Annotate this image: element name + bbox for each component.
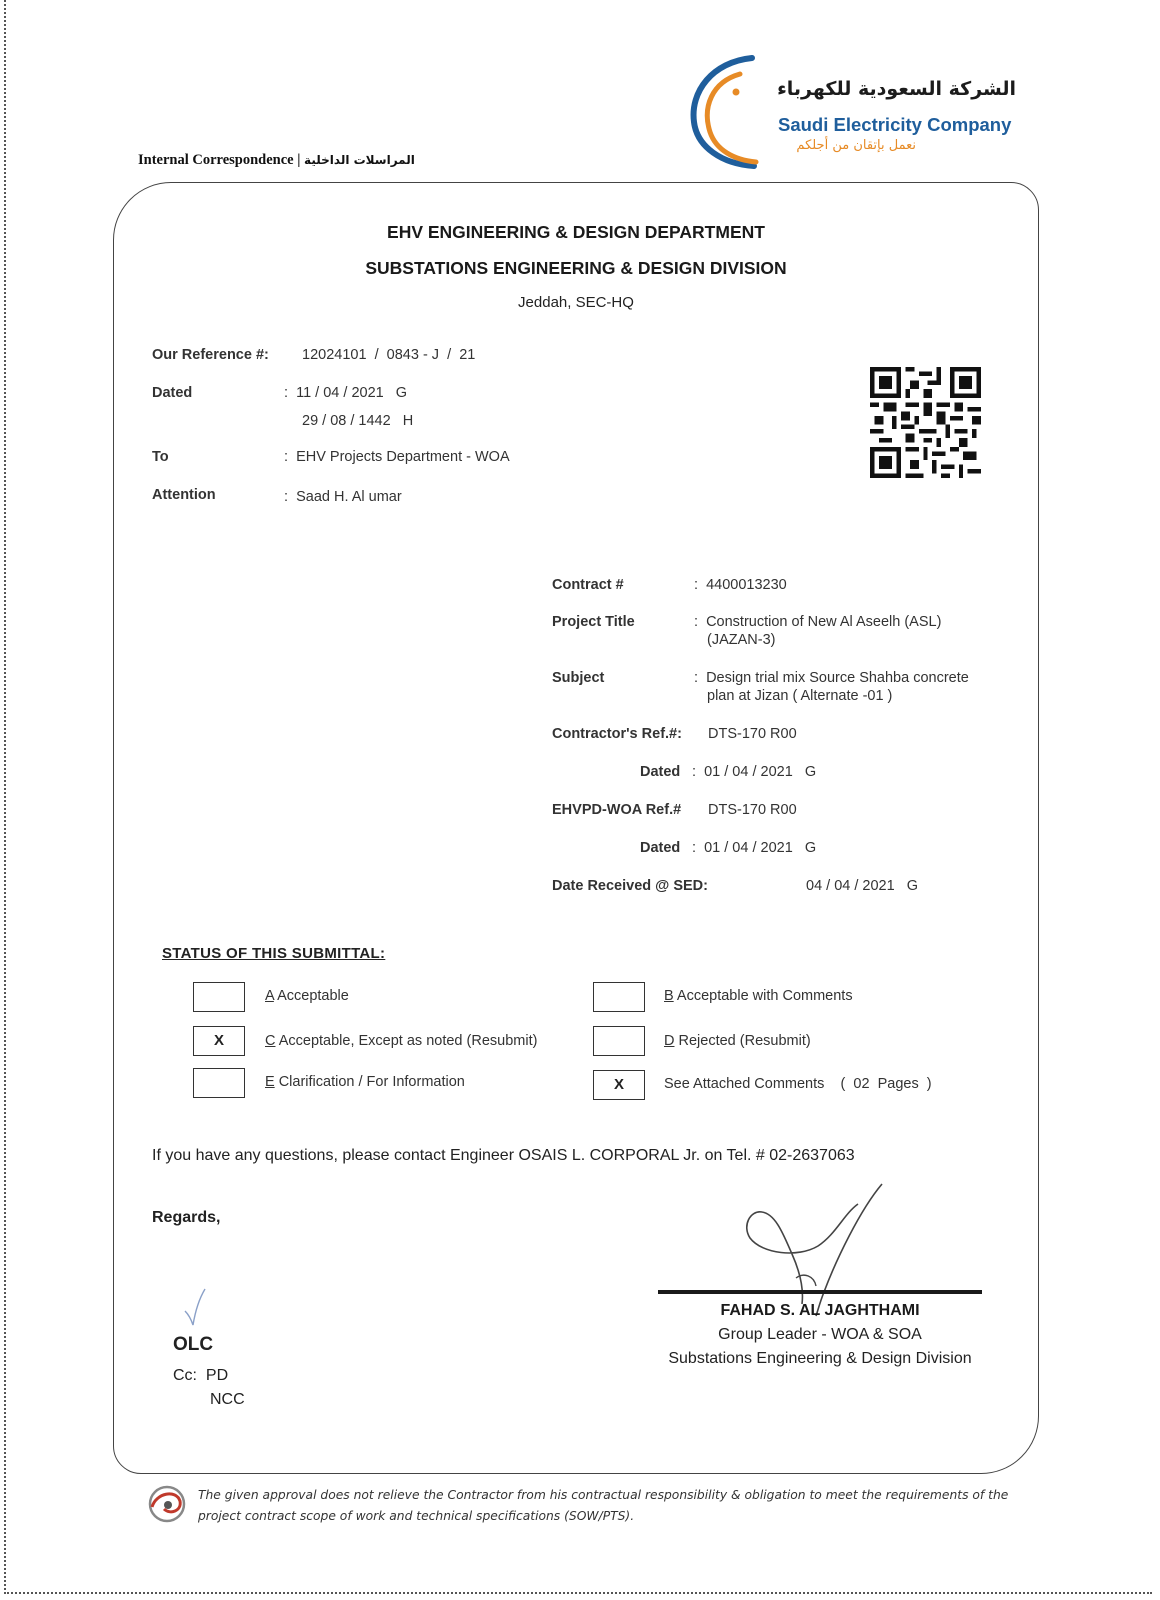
status-checkbox-e[interactable] [193,1068,245,1098]
initials: OLC [173,1334,214,1355]
status-title: STATUS OF THIS SUBMITTAL: [162,945,386,962]
dated-hijri: 29 / 08 / 1442 H [302,413,414,429]
status-option-attached: See Attached Comments ( 02 Pages ) [664,1076,932,1092]
subject-value-2: plan at Jizan ( Alternate -01 ) [707,688,893,704]
ehvpd-dated-value: : 01 / 04 / 2021 G [692,840,817,856]
sec-logo-icon [682,52,772,172]
correspondence-english: Internal Correspondence | [138,152,301,168]
contract-value: : 4400013230 [694,577,787,593]
status-checkbox-attached[interactable]: X [593,1070,645,1100]
location: Jeddah, SEC-HQ [518,294,634,311]
ehvpd-dated-label: Dated [640,840,681,856]
disclaimer-text: The given approval does not relieve the Contractor from his contractual responsibility & obligation to meet the requirements of the project contract scope of work and technical specifications (SOW/PTS). [198,1488,1009,1523]
project-title-label: Project Title [552,614,635,630]
status-checkbox-d[interactable] [593,1026,645,1056]
cc-line-2: NCC [210,1391,245,1408]
status-option-b: B Acceptable with Comments [664,988,853,1004]
date-received-value: 04 / 04 / 2021 G [806,878,919,894]
project-title-value-1: : Construction of New Al Aseelh (ASL) [694,614,942,630]
to-label: To [152,449,169,465]
status-checkbox-c[interactable]: X [193,1026,245,1056]
attention-value: : Saad H. Al umar [284,489,402,505]
department-title: EHV ENGINEERING & DESIGN DEPARTMENT [387,222,765,242]
dated-label: Dated [152,385,193,401]
division-title: SUBSTATIONS ENGINEERING & DESIGN DIVISION [365,258,787,278]
signatory-division: Substations Engineering & Design Division [668,1350,972,1367]
initial-tick-icon [183,1287,207,1327]
dated-gregorian: : 11 / 04 / 2021 G [284,385,408,401]
logo-arabic-name: الشركة السعودية للكهرباء [777,78,1016,100]
signature-line [658,1290,982,1294]
signatory-name: FAHAD S. AL JAGHTHAMI [720,1302,920,1319]
subject-label: Subject [552,670,605,686]
ehvpd-ref-label: EHVPD-WOA Ref.# [552,802,682,818]
date-received-label: Date Received @ SED: [552,878,708,894]
signature-icon [740,1180,890,1320]
status-checkbox-b[interactable] [593,982,645,1012]
status-option-d: D Rejected (Resubmit) [664,1033,811,1049]
correspondence-label [138,152,415,169]
project-title-value-2: (JAZAN-3) [707,632,776,648]
contractor-ref-label: Contractor's Ref.#: [552,726,682,742]
cc-line-1: Cc: PD [173,1367,229,1384]
contract-label: Contract # [552,577,624,593]
status-option-a: A Acceptable [265,988,349,1004]
ehvpd-ref-value: DTS-170 R00 [708,802,797,818]
logo-english-name: Saudi Electricity Company [778,114,1012,135]
subject-value-1: : Design trial mix Source Shahba concrete [694,670,969,686]
to-value: : EHV Projects Department - WOA [284,449,510,465]
attention-label: Attention [152,487,216,503]
status-option-e: E Clarification / For Information [265,1074,465,1090]
contractor-ref-value: DTS-170 R00 [708,726,797,742]
status-checkbox-a[interactable] [193,982,245,1012]
status-option-c: C Acceptable, Except as noted (Resubmit) [265,1033,538,1049]
signatory-role: Group Leader - WOA & SOA [718,1326,922,1343]
regards-text: Regards, [152,1209,221,1226]
contact-text: If you have any questions, please contact Engineer OSAIS L. CORPORAL Jr. on Tel. # 02-2637063 [152,1147,855,1164]
swirl-logo-icon [146,1483,188,1525]
qr-code-icon [870,367,981,478]
contractor-dated-value: : 01 / 04 / 2021 G [692,764,817,780]
contractor-dated-label: Dated [640,764,681,780]
reference-value: 12024101 / 0843 - J / 21 [302,347,476,363]
logo-tagline: نعمل بإتقان من أجلكم [796,138,916,153]
reference-label: Our Reference #: [152,347,269,363]
correspondence-arabic: المراسلات الداخلية [304,153,415,167]
